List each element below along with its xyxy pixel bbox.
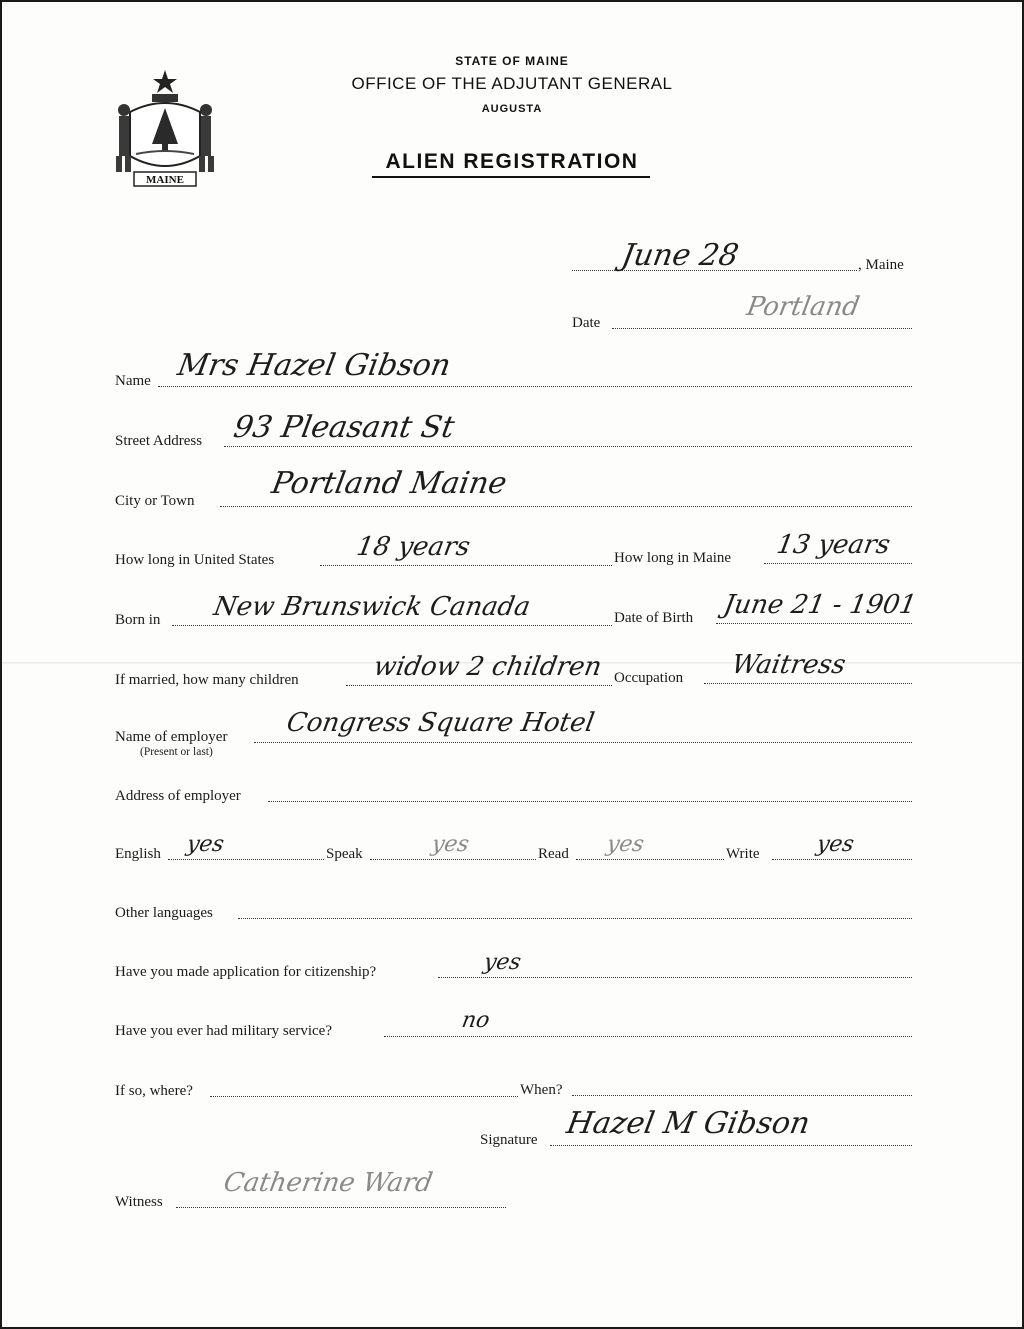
military-line bbox=[384, 1036, 912, 1037]
read-label: Read bbox=[538, 846, 569, 862]
month-day-entry: June 28 bbox=[618, 238, 742, 273]
citizenship-entry: yes bbox=[481, 950, 523, 975]
signature-line bbox=[550, 1145, 912, 1146]
street-line bbox=[224, 446, 912, 447]
maine-state-seal-icon bbox=[112, 64, 218, 190]
how-long-maine-entry: 13 years bbox=[774, 530, 893, 560]
other-languages-label: Other languages bbox=[115, 905, 213, 921]
other-languages-line bbox=[238, 918, 912, 919]
occupation-entry: Waitress bbox=[729, 650, 848, 680]
name-entry: Mrs Hazel Gibson bbox=[174, 348, 454, 383]
how-long-maine-label: How long in Maine bbox=[614, 550, 732, 566]
read-line bbox=[576, 859, 724, 860]
how-long-us-entry: 18 years bbox=[354, 532, 473, 562]
write-label: Write bbox=[726, 846, 760, 862]
place-entry: Portland bbox=[744, 292, 862, 322]
how-long-us-label: How long in United States bbox=[115, 552, 275, 568]
city-entry: Portland Maine bbox=[268, 466, 510, 501]
speak-label: Speak bbox=[326, 846, 363, 862]
employer-entry: Congress Square Hotel bbox=[284, 708, 597, 738]
maine-label: , Maine bbox=[858, 257, 904, 273]
read-entry: yes bbox=[604, 832, 646, 857]
english-label: English bbox=[115, 846, 161, 862]
witness-line bbox=[176, 1207, 506, 1208]
when-line bbox=[572, 1095, 912, 1096]
city-heading: AUGUSTA bbox=[481, 103, 543, 115]
employer-sublabel: (Present or last) bbox=[140, 746, 213, 758]
seal-banner-text: MAINE bbox=[146, 174, 184, 186]
date-of-birth-label: Date of Birth bbox=[614, 610, 694, 626]
employer-address-label: Address of employer bbox=[115, 788, 241, 804]
date-of-birth-entry: June 21 - 1901 bbox=[721, 590, 919, 620]
street-label: Street Address bbox=[115, 433, 203, 449]
children-label: If married, how many children bbox=[115, 672, 299, 688]
signature-label: Signature bbox=[480, 1132, 538, 1148]
how-long-us-line bbox=[320, 565, 612, 566]
signature-entry: Hazel M Gibson bbox=[563, 1106, 813, 1141]
military-entry: no bbox=[459, 1008, 492, 1033]
occupation-line bbox=[704, 683, 912, 684]
employer-address-line bbox=[268, 801, 912, 802]
citizenship-label: Have you made application for citizenship? bbox=[115, 964, 377, 980]
citizenship-line bbox=[438, 977, 912, 978]
when-label: When? bbox=[520, 1082, 563, 1098]
born-in-line bbox=[172, 625, 612, 626]
where-label: If so, where? bbox=[115, 1083, 193, 1099]
title-underline bbox=[372, 176, 650, 178]
write-entry: yes bbox=[814, 832, 856, 857]
where-line bbox=[210, 1096, 518, 1097]
witness-label: Witness bbox=[115, 1194, 163, 1210]
occupation-label: Occupation bbox=[614, 670, 684, 686]
date-line bbox=[612, 328, 912, 329]
city-line bbox=[220, 506, 912, 507]
military-label: Have you ever had military service? bbox=[115, 1023, 332, 1039]
how-long-maine-line bbox=[764, 563, 912, 564]
witness-entry: Catherine Ward bbox=[221, 1168, 435, 1198]
write-line bbox=[772, 859, 912, 860]
date-of-birth-line bbox=[716, 623, 912, 624]
speak-line bbox=[370, 859, 536, 860]
date-label: Date bbox=[572, 315, 601, 331]
employer-label: Name of employer bbox=[115, 729, 228, 745]
name-line bbox=[158, 386, 912, 387]
form-title: ALIEN REGISTRATION bbox=[385, 150, 639, 173]
children-entry: widow 2 children bbox=[371, 652, 604, 682]
state-heading: STATE OF MAINE bbox=[455, 54, 569, 68]
name-label: Name bbox=[115, 373, 151, 389]
children-line bbox=[346, 685, 612, 686]
speak-entry: yes bbox=[429, 832, 471, 857]
city-label: City or Town bbox=[115, 493, 195, 509]
english-line bbox=[168, 859, 324, 860]
office-heading: OFFICE OF THE ADJUTANT GENERAL bbox=[351, 74, 673, 93]
english-entry: yes bbox=[184, 832, 226, 857]
employer-line bbox=[254, 742, 912, 743]
born-in-entry: New Brunswick Canada bbox=[211, 592, 533, 622]
born-in-label: Born in bbox=[115, 612, 161, 628]
street-entry: 93 Pleasant St bbox=[230, 410, 458, 445]
